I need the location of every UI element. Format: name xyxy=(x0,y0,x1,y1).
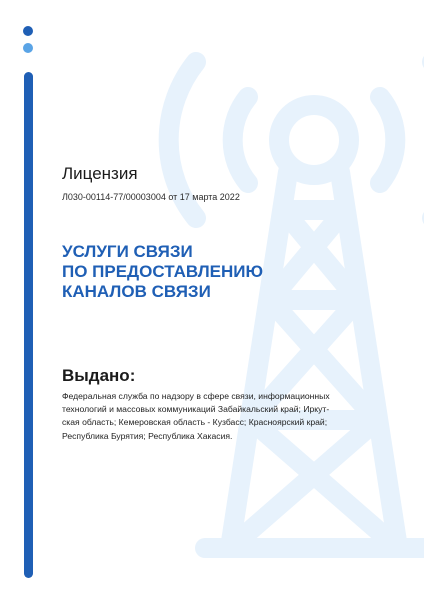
issued-text-line: Федеральная служба по надзору в сфере связи, информационных xyxy=(62,391,330,401)
issued-label: Выдано: xyxy=(62,366,136,385)
issued-text-line: Республика Бурятия; Республика Хакасия. xyxy=(62,430,233,441)
license-title: Лицензия xyxy=(62,164,138,183)
accent-vertical-bar xyxy=(24,72,33,578)
issued-text xyxy=(62,390,362,443)
service-title-line: УСЛУГИ СВЯЗИ xyxy=(62,242,193,261)
service-title-line: КАНАЛОВ СВЯЗИ xyxy=(62,282,211,301)
accent-dot-light xyxy=(23,43,33,53)
service-title-line: ПО ПРЕДОСТАВЛЕНИЮ xyxy=(62,262,263,281)
accent-dot-dark xyxy=(23,26,33,36)
service-title xyxy=(62,242,382,302)
license-number: Л030-00114-77/00003004 от 17 марта 2022 xyxy=(62,192,240,202)
issued-text-line: технологий и массовых коммуникаций Забайкальский край; Иркут- xyxy=(62,404,330,415)
issued-text-line: ская область; Кемеровская область - Кузбасс; Красноярский край; xyxy=(62,417,328,428)
